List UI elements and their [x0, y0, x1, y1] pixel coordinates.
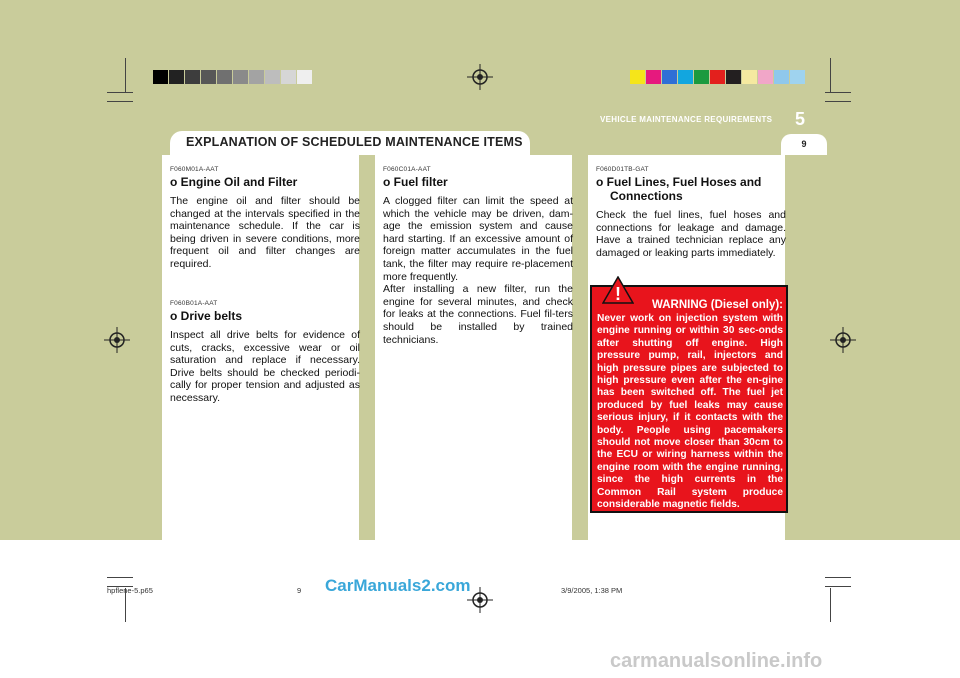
warning-title: WARNING (Diesel only): — [652, 299, 783, 311]
item-heading: o Engine Oil and Filter — [170, 175, 298, 189]
section-title: EXPLANATION OF SCHEDULED MAINTENANCE ITEMS — [186, 135, 523, 149]
crop-mark — [830, 58, 831, 92]
color-swatch — [758, 70, 773, 84]
color-swatch — [265, 70, 280, 84]
watermark-bottom-link[interactable]: carmanualsonline.info — [610, 650, 823, 672]
crop-mark — [107, 101, 133, 102]
page-number: 9 — [801, 139, 807, 149]
color-swatch — [153, 70, 168, 84]
crop-mark — [107, 92, 133, 93]
chapter-label: VEHICLE MAINTENANCE REQUIREMENTS — [600, 115, 773, 124]
section-fuel-filter — [383, 166, 573, 346]
footer-filename: hpflene-5.p65 — [107, 586, 153, 595]
item-body: Check the fuel lines, fuel hoses and connections for leakage and damage. Have a trained technician replace any damaged or leaking parts immediately. — [596, 209, 786, 259]
item-heading: o Drive belts — [170, 309, 243, 323]
crop-mark — [825, 577, 851, 578]
item-code: F060B01A-AAT — [170, 300, 218, 307]
item-code: F060C01A-AAT — [383, 166, 431, 173]
color-swatch — [710, 70, 725, 84]
color-swatch — [662, 70, 677, 84]
footer-page: 9 — [297, 586, 302, 595]
section-drive-belts — [170, 300, 360, 405]
warning-text: Never work on injection system with engine running or within 30 sec-onds after shutting off engine. High pressure pump, rail, injectors and high pressure pipes are subjected to high pressure even after the en-gine has been switched off. The fuel jet produced by fuel leaks may cause serious injury, if it contacts with the body. People using pacemakers should not move closer than 30cm to the ECU or wiring harness within the engine room with the engine running, since the high currents in the Common Rail system produce considerable magnetic fields. — [597, 313, 783, 511]
color-swatch — [201, 70, 216, 84]
section-engine-oil — [170, 166, 360, 271]
registration-mark-icon — [104, 327, 130, 353]
color-swatch — [678, 70, 693, 84]
footer-timestamp: 3/9/2005, 1:38 PM — [561, 586, 623, 595]
color-swatch — [742, 70, 757, 84]
color-swatch — [297, 70, 312, 84]
color-swatch — [726, 70, 741, 84]
crop-mark — [825, 586, 851, 587]
item-code: F060D01TB-GAT — [596, 166, 649, 173]
item-heading: o Fuel Lines, Fuel Hoses and Connections — [596, 175, 762, 203]
color-swatch — [233, 70, 248, 84]
item-body: The engine oil and filter should be changed at the intervals specified in the maintenance schedule. If the car is being driven in severe conditions, more frequent oil and filter changes are required. — [170, 195, 360, 270]
item-body: Inspect all drive belts for evidence of cuts, cracks, excessive wear or oil saturation and replace if necessary. Drive belts should be checked periodi-cally for proper tension and adjusted as necessary. — [170, 329, 360, 404]
crop-mark — [825, 92, 851, 93]
color-swatch — [774, 70, 789, 84]
item-heading: o Fuel filter — [383, 175, 448, 189]
registration-mark-icon — [467, 64, 493, 90]
color-swatch — [169, 70, 184, 84]
crop-mark — [125, 58, 126, 92]
color-swatch — [281, 70, 296, 84]
color-swatch — [217, 70, 232, 84]
registration-mark-icon — [467, 587, 493, 613]
warning-triangle-icon — [602, 276, 634, 304]
crop-mark — [107, 577, 133, 578]
section-fuel-lines — [596, 166, 786, 259]
color-swatch — [185, 70, 200, 84]
crop-mark — [825, 101, 851, 102]
chapter-number: 5 — [795, 109, 806, 129]
color-swatch — [790, 70, 805, 84]
color-swatch — [646, 70, 661, 84]
crop-mark — [830, 588, 831, 622]
item-body: A clogged filter can limit the speed at which the vehicle may be driven, dam-age the emission system and cause hard starting. If an excessive amount of foreign matter accumulates in the fuel tank, the filter may require re-placement more frequently. — [383, 195, 573, 283]
color-swatch — [630, 70, 645, 84]
registration-mark-icon — [830, 327, 856, 353]
color-swatch — [249, 70, 264, 84]
warning-box — [590, 285, 788, 513]
color-swatch — [694, 70, 709, 84]
warning-glyph: ! — [615, 284, 621, 304]
watermark-link[interactable]: CarManuals2.com — [325, 576, 471, 595]
item-code: F060M01A-AAT — [170, 166, 219, 173]
item-body-continued: After installing a new filter, run the engine for several minutes, and check for leaks at the connections. Fuel fil-ters should be installed by trained technicians. — [383, 283, 573, 346]
